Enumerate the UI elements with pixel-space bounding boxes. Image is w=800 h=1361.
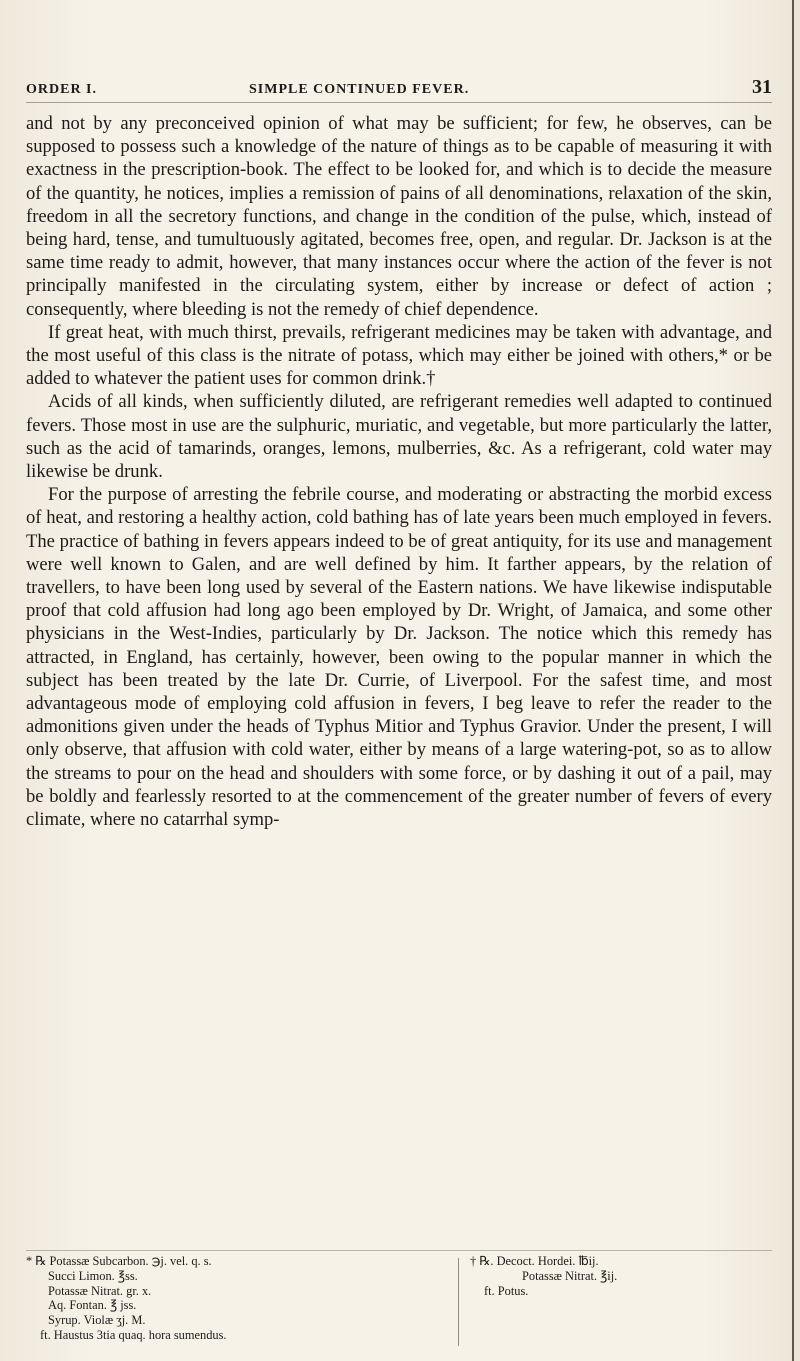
paragraph: For the purpose of arresting the febrile course, and moderating or abstracting the morbid excess of heat, and restoring a healthy action, cold bathing has of late years been much employed in fevers. The practice of bathing in fevers appears indeed to be of great antiquity, for its use and management were well known to Galen, and are well defined by him. It farther appears, by the relation of travellers, to have been long used by several of the Eastern nations. We have likewise indisputable proof that cold affusion had long ago been employed by Dr. Wright, of Jamaica, and some other physicians in the West-Indies, particularly by Dr. Jackson. The notice which this remedy has attracted, in England, has certainly, however, been owing to the popular manner in which the subject has been treated by the late Dr. Currie, of Liverpool. For the safest time, and most advantageous mode of employing cold affusion in fevers, I beg leave to refer the reader to the admonitions given under the heads of Typhus Mitior and Typhus Gravior. Under the present, I will only observe, that affusion with cold water, either by means of a large watering-pot, so as to allow the streams to pour on the head and shoulders with some force, or by dashing it out of a pail, may be boldly and fearlessly resorted to at the commencement of the greater number of fevers of every climate, where no catarrhal symp- [26, 484, 772, 831]
footnote-divider [458, 1258, 459, 1346]
footnote-line: ft. Potus. [484, 1283, 529, 1298]
page-edge-line [792, 0, 794, 1361]
body-text [26, 112, 772, 831]
paragraph: Acids of all kinds, when sufficiently diluted, are refrigerant remedies well adapted to continued fevers. Those most in use are the sulphuric, muriatic, and vegetable, but more particularly the latter, such as the acid of tamarinds, oranges, lemons, mulberries, &c. As a refrigerant, cold water may likewise be drunk. [26, 391, 772, 483]
running-head [26, 78, 772, 102]
page-number: 31 [752, 76, 772, 98]
header-rule [26, 102, 772, 103]
footnotes [26, 1254, 772, 1354]
footnote-line: Potassæ Nitrat. gr. x. [48, 1283, 152, 1298]
footnote-line: † ℞. Decoct. Hordei. ℔ij. [470, 1254, 599, 1268]
order-label: ORDER I. [26, 82, 98, 97]
paragraph: and not by any preconceived opinion of what may be sufficient; for few, he observes, can be supposed to possess such a knowledge of the nature of things as to be capable of measuring it with exactness in the prescription-book. The effect to be looked for, and which is to decide the measure of the quantity, he notices, implies a remission of pains of all denominations, relaxation of the skin, freedom in all the secretory functions, and change in the condition of the pulse, which, instead of being hard, tense, and tumultuously agitated, becomes free, open, and regular. Dr. Jackson is at the same time ready to admit, however, that many instances occur where the action of the fever is not principally manifested in the circulating system, either by increase or defect of action ; consequently, where bleeding is not the remedy of chief dependence. [26, 113, 772, 320]
footnote-line: Aq. Fontan. ℥ jss. [48, 1298, 137, 1313]
footnote-line: Succi Limon. ℥ss. [48, 1268, 138, 1283]
footnote-rule [26, 1250, 772, 1251]
paragraph: If great heat, with much thirst, prevails, refrigerant medicines may be taken with advantage, and the most useful of this class is the nitrate of potass, which may either be joined with others,* or be added to whatever the patient uses for common drink.† [26, 321, 772, 390]
footnote-prescription-left [26, 1254, 446, 1343]
footnote-prescription-right [470, 1254, 770, 1298]
footnote-line: Potassæ Nitrat. ℥ij. [522, 1268, 618, 1283]
footnote-line: ft. Haustus 3tia quaq. hora sumendus. [40, 1327, 227, 1342]
footnote-line: Syrup. Violæ ʒj. M. [48, 1313, 146, 1328]
footnote-line: * ℞ Potassæ Subcarbon. ℈j. vel. q. s. [26, 1254, 212, 1268]
chapter-title: SIMPLE CONTINUED FEVER. [249, 82, 470, 97]
